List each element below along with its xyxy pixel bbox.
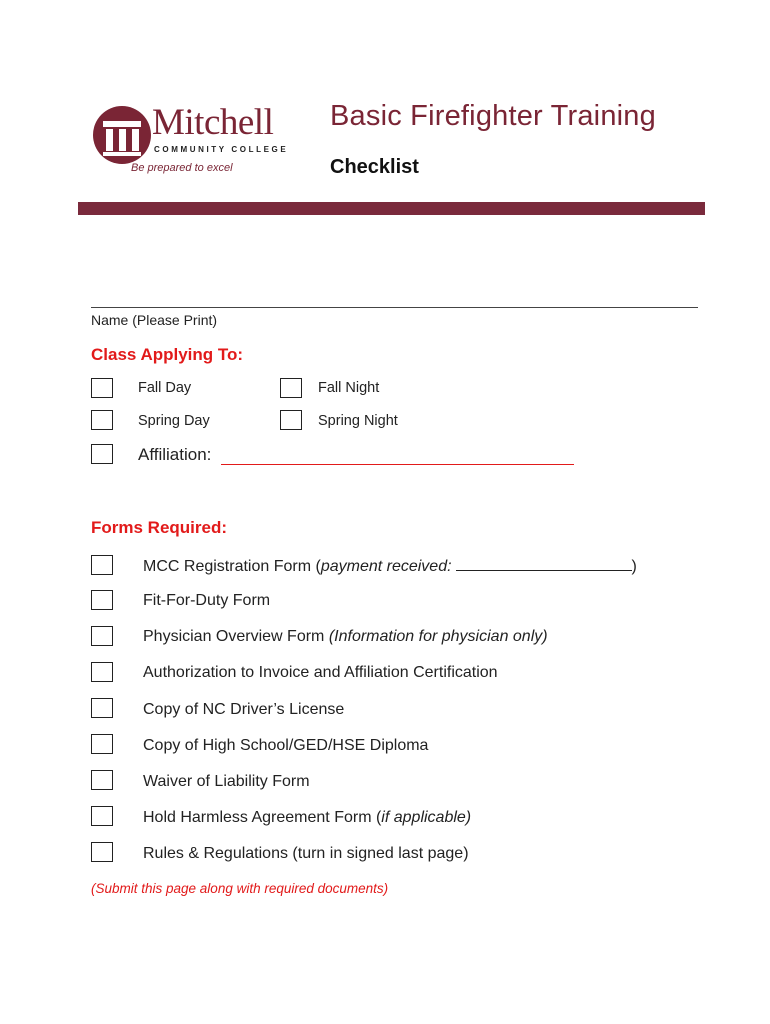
checkbox-form-drivers-license[interactable] (91, 698, 113, 718)
checkbox-fall-night[interactable] (280, 378, 302, 398)
logo-subtitle: COMMUNITY COLLEGE (154, 145, 289, 154)
name-input-line[interactable] (91, 307, 698, 308)
payment-blank-line[interactable] (456, 556, 632, 571)
form-item-text: MCC Registration Form ( (143, 558, 321, 575)
form-item-authorization: Authorization to Invoice and Affiliation Certification (143, 664, 498, 681)
checkbox-form-fit-for-duty[interactable] (91, 590, 113, 610)
form-item-registration (143, 556, 637, 576)
checkbox-form-physician[interactable] (91, 626, 113, 646)
affiliation-input-line[interactable] (221, 464, 574, 465)
checkbox-affiliation[interactable] (91, 444, 113, 464)
option-label-spring-night: Spring Night (318, 413, 398, 429)
checkbox-form-hold-harmless[interactable] (91, 806, 113, 826)
form-item-text: Hold Harmless Agreement Form ( (143, 809, 382, 826)
class-section-heading: Class Applying To: (91, 345, 244, 364)
checkbox-form-authorization[interactable] (91, 662, 113, 682)
checkbox-fall-day[interactable] (91, 378, 113, 398)
checkbox-form-registration[interactable] (91, 555, 113, 575)
forms-section-heading: Forms Required: (91, 518, 228, 537)
checkbox-spring-night[interactable] (280, 410, 302, 430)
header-divider-bar (78, 202, 705, 215)
form-item-italic: (Information for physician only) (328, 628, 548, 645)
form-item-italic: payment received: (320, 558, 452, 575)
page-title: Basic Firefighter Training (330, 100, 656, 132)
form-item-hold-harmless (143, 809, 471, 827)
checkbox-form-diploma[interactable] (91, 734, 113, 754)
form-item-after: ) (631, 558, 637, 575)
checkbox-spring-day[interactable] (91, 410, 113, 430)
checkbox-form-rules[interactable] (91, 842, 113, 862)
name-label: Name (Please Print) (91, 312, 218, 328)
page-subtitle: Checklist (330, 156, 419, 178)
logo-wordmark: Mitchell (152, 102, 274, 143)
form-item-fit-for-duty: Fit-For-Duty Form (143, 592, 271, 609)
form-item-rules: Rules & Regulations (turn in signed last page) (143, 845, 469, 862)
affiliation-label: Affiliation: (138, 445, 212, 464)
option-label-fall-day: Fall Day (138, 380, 192, 396)
form-item-waiver: Waiver of Liability Form (143, 773, 310, 790)
option-label-fall-night: Fall Night (318, 380, 380, 396)
form-item-physician (143, 628, 548, 646)
form-item-drivers-license: Copy of NC Driver’s License (143, 701, 345, 718)
form-item-diploma: Copy of High School/GED/HSE Diploma (143, 737, 429, 754)
checkbox-form-waiver[interactable] (91, 770, 113, 790)
form-item-text: Physician Overview Form (143, 628, 329, 645)
submission-note: (Submit this page along with required documents) (91, 881, 389, 896)
form-item-italic: if applicable) (381, 809, 472, 826)
logo-tagline: Be prepared to excel (131, 162, 233, 174)
option-label-spring-day: Spring Day (138, 413, 210, 429)
